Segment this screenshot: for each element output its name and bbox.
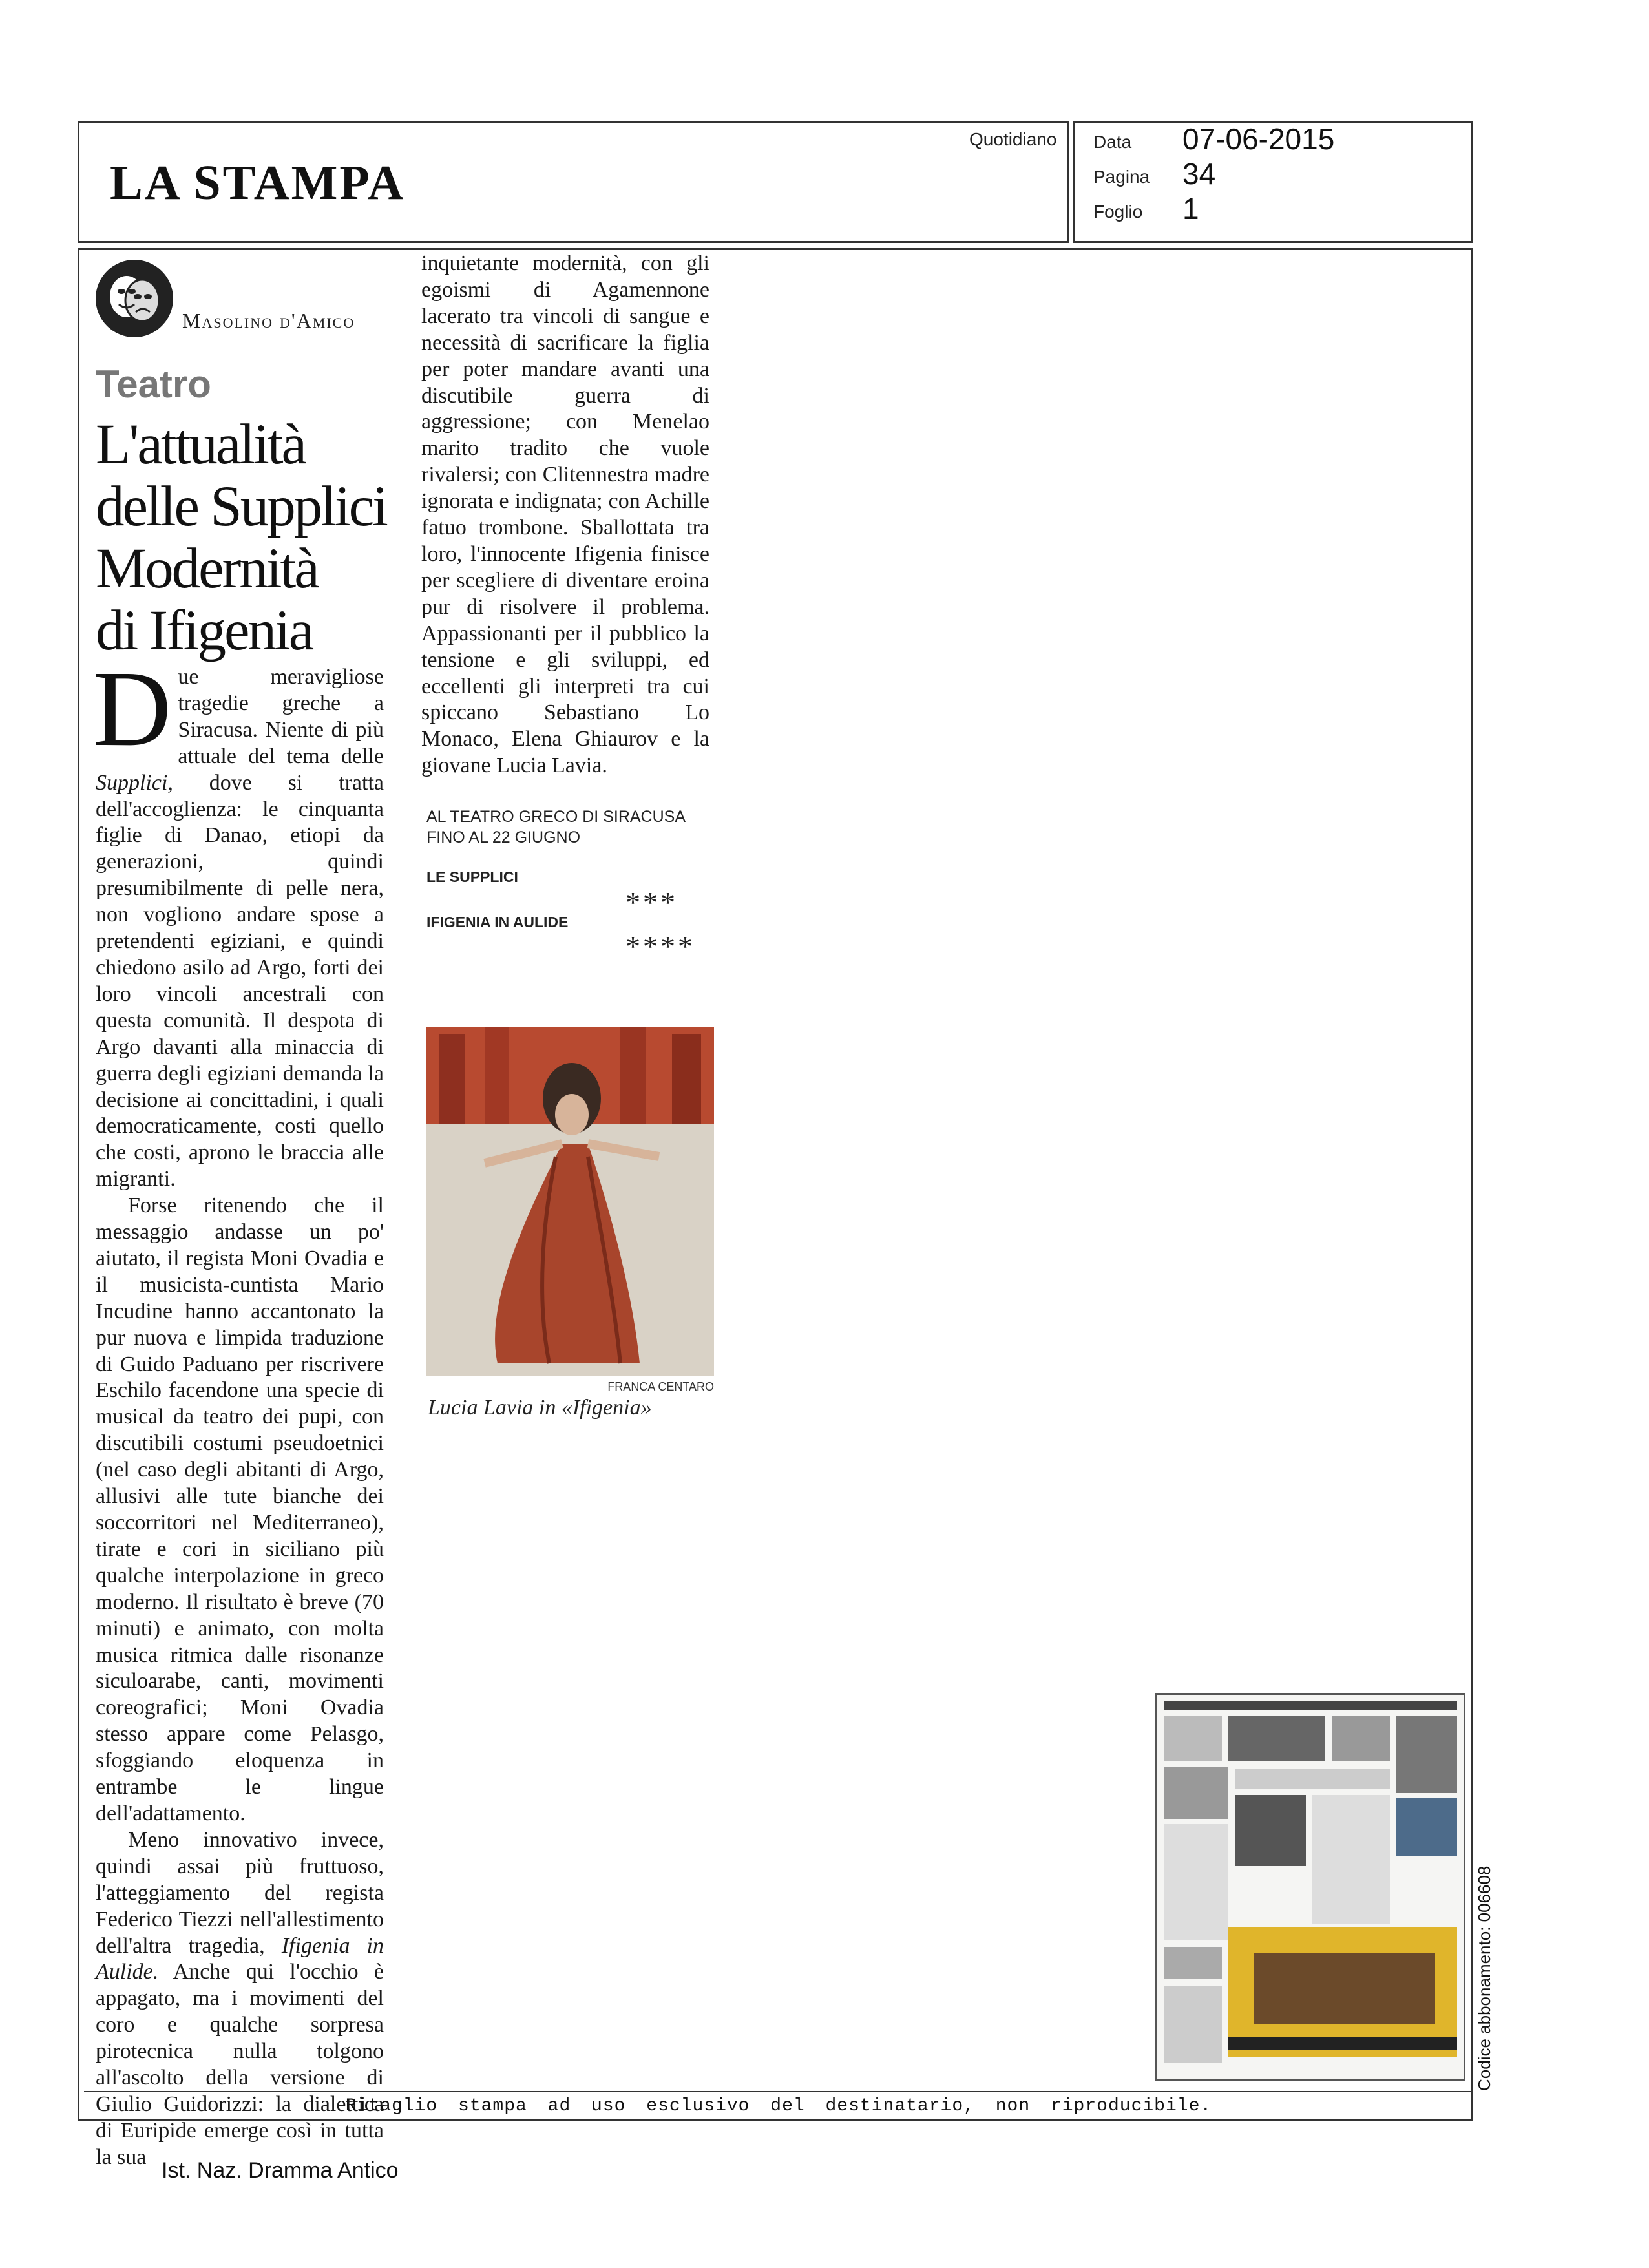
headline-line: Modernità: [96, 537, 318, 600]
rating-stars-supplici: ***: [625, 886, 678, 919]
subscription-code: Codice abbonamento: 006608: [1475, 1865, 1494, 2091]
meta-value-foglio: 1: [1182, 192, 1199, 226]
paragraph-text: Anche qui l'occhio è appagato, ma i movimenti del coro e qualche sorpresa pirotecnica nulla tolgono all'ascolto della versione di Giulio Guidorizzi: la dialettica di Euripide emerge così in tutta la sua: [96, 1960, 384, 2169]
page-thumbnail: [1155, 1693, 1465, 2081]
paragraph-text: ue meravigliose tragedie greche a Siracusa. Niente di più attuale del tema delle: [178, 665, 384, 768]
publication-type: Quotidiano: [969, 129, 1057, 149]
photo-credit: FRANCA CENTARO: [607, 1380, 714, 1393]
meta-label-foglio: Foglio: [1093, 202, 1143, 222]
drop-cap: D: [93, 649, 172, 769]
performance-photo: [426, 1027, 714, 1376]
meta-label-pagina: Pagina: [1093, 167, 1150, 187]
rating-stars-ifigenia: ****: [625, 930, 695, 963]
footer-divider: [84, 2091, 1473, 2092]
rating-title-supplici: LE SUPPLICI: [426, 868, 518, 885]
paragraph: [93, 649, 384, 1193]
paragraph-text: dove si tratta dell'accoglienza: le cinquanta figlie di Danao, etiopi da generazioni, quindi presumibilmente di pelle nera, non vogliono andare spose a pretendenti egiziani, e quindi chiedono asilo ad Argo, forti dei loro vincoli ancestrali con questa comunità. Il despota di Argo davanti alla minaccia di guerra degli egiziani demanda la decisione ai concittadini, i quali democraticamente, costi quello che costi, aprono le braccia alle migranti.: [96, 770, 384, 1192]
source-institution: Ist. Naz. Dramma Antico: [162, 2158, 399, 2183]
author-byline: Masolino d'Amico: [182, 309, 355, 332]
play-title: Ifigenia in Aulide.: [96, 1933, 384, 1984]
newspaper-masthead: LA STAMPA: [110, 156, 405, 210]
meta-value-pagina: 34: [1182, 157, 1216, 191]
venue-info: AL TEATRO GRECO DI SIRACUSA: [426, 808, 686, 826]
paragraph: Forse ritenendo che il messaggio andasse un po' aiutato, il regista Moni Ovadia e il musicista-cuntista Mario Incudine hanno accantonato la pur nuova e limpida traduzione di Guido Paduano per riscrivere Eschilo facendone una specie di musical da teatro dei pupi, con discutibili costumi pseudoetnici (nel caso degli abitanti di Argo, allusivi alle tute bianche dei soccorritori nel Mediterraneo), tirate e cori in siciliano più qualche interpolazione in greco moderno. Il risultato è breve (70 minuti) e animato, con molta musica ritmica dalle risonanze siculoarabe, canti, movimenti coreografici; Moni Ovadia stesso appare come Pelasgo, sfoggiando eloquenza in entrambe le lingue dell'adattamento.: [96, 1193, 384, 1825]
meta-label-data: Data: [1093, 132, 1132, 152]
article-column-left: [93, 649, 384, 2171]
paragraph: [96, 1827, 384, 2171]
headline-line: di Ifigenia: [96, 599, 313, 662]
headline-line: L'attualità: [96, 413, 306, 476]
headline: [96, 414, 399, 662]
section-label: Teatro: [96, 362, 211, 406]
article-column-middle: [421, 251, 709, 779]
play-title: Supplici,: [96, 770, 173, 795]
meta-value-data: 07-06-2015: [1182, 122, 1335, 156]
photo-caption: Lucia Lavia in «Ifigenia»: [428, 1396, 652, 1420]
headline-line: delle Supplici: [96, 475, 386, 538]
dates-info: FINO AL 22 GIUGNO: [426, 828, 581, 846]
reproduction-notice: Ritaglio stampa ad uso esclusivo del destinatario, non riproducibile.: [345, 2096, 1212, 2116]
paragraph: inquietante modernità, con gli egoismi di Agamennone lacerato tra vincoli di sangue e necessità di sacrificare la figlia per poter mandare avanti una discutibile guerra di aggressione; con Menelao marito tradito che vuole rivalersi; con Clitennestra madre ignorata e indignata; con Achille fatuo trombone. Sballottata tra loro, l'innocente Ifigenia finisce per scegliere di diventare eroina pur di risolvere il problema. Appassionanti per il pubblico la tensione e gli sviluppi, ed eccellenti gli interpreti tra cui spiccano Sebastiano Lo Monaco, Elena Ghiaurov e la giovane Lucia Lavia.: [421, 251, 709, 778]
theatre-masks-icon: [96, 260, 173, 337]
rating-title-ifigenia: IFIGENIA IN AULIDE: [426, 914, 569, 930]
paragraph-text: Meno innovativo invece, quindi assai più fruttuoso, l'atteggiamento del regista Federico Tiezzi nell'allestimento dell'altra tragedia,: [96, 1827, 384, 1958]
